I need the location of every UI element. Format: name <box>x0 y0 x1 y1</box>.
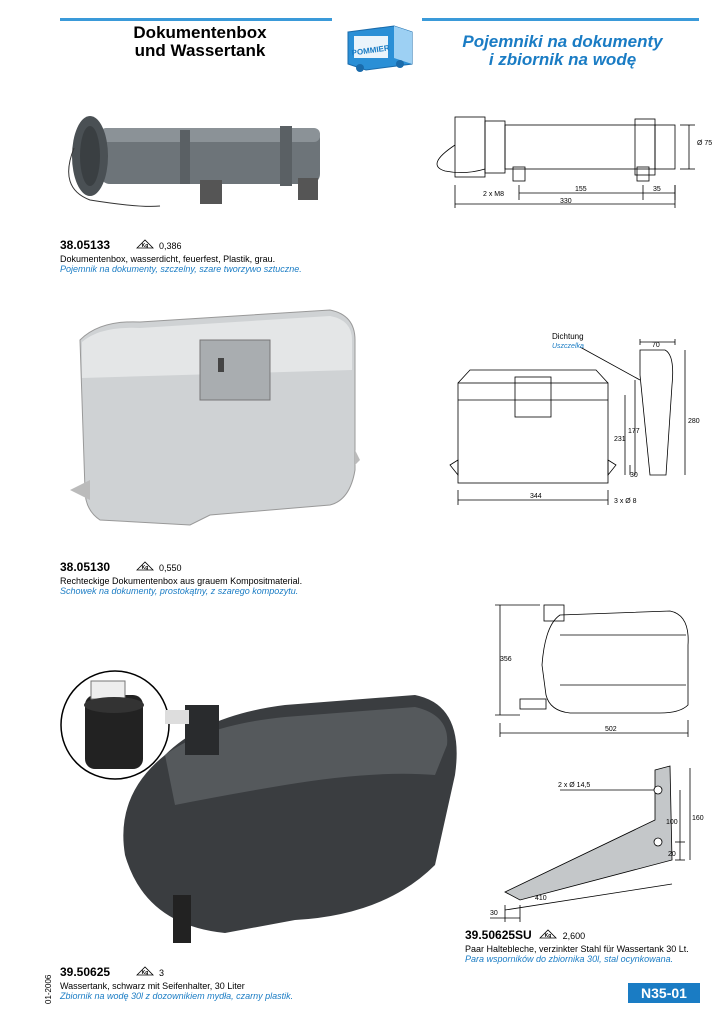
seal-label-pl: Uszczelka <box>552 343 584 350</box>
dim-410: 410 <box>535 895 547 902</box>
pommier-logo <box>344 22 416 74</box>
header-rule-left <box>60 18 332 21</box>
product-desc-pl: Para wsporników do zbiornika 30l, stal ocynkowana. <box>465 954 674 965</box>
product-desc-de: Rechteckige Dokumentenbox aus grauem Kompositmaterial. <box>60 576 303 587</box>
product-1-caption <box>60 236 360 274</box>
dim-330: 330 <box>560 198 572 205</box>
dim-502: 502 <box>605 726 617 733</box>
header-rule-right <box>422 18 699 21</box>
dim-100: 100 <box>666 819 678 826</box>
dim-344: 344 <box>530 493 542 500</box>
product-desc-de: Wassertank, schwarz mit Seifenhalter, 30 Liter <box>60 981 245 992</box>
product-desc-pl: Zbiornik na wodę 30l z dozownikiem mydła, czarny plastik. <box>60 991 294 1002</box>
product-2-caption <box>60 558 380 596</box>
dim-holes-14-5: 2 x Ø 14,5 <box>558 782 591 789</box>
product-code: 38.05133 <box>60 238 111 253</box>
product-desc-de: Dokumentenbox, wasserdicht, feuerfest, Plastik, grau. <box>60 254 276 265</box>
svg-text:POMMIER: POMMIER <box>351 43 391 58</box>
product-weight: 0,550 <box>158 563 182 574</box>
svg-text:Kg: Kg <box>544 933 552 939</box>
product-weight: 0,386 <box>158 241 182 252</box>
dim-m8: 2 x M8 <box>483 191 505 198</box>
weight-icon <box>135 558 155 576</box>
dim-20: 20 <box>668 851 676 858</box>
product-code: 38.05130 <box>60 560 111 575</box>
product-desc-pl: Pojemnik na dokumenty, szczelny, szare tworzywo sztuczne. <box>60 264 302 275</box>
water-tank-drawing <box>490 595 710 745</box>
product-desc-pl: Schowek na dokumenty, prostokątny, z szarego kompozytu. <box>60 586 299 597</box>
product-weight: 2,600 <box>562 931 586 942</box>
product-desc-de: Paar Haltebleche, verzinkter Stahl für Wassertank 30 Lt. <box>465 944 689 955</box>
dim-280: 280 <box>688 418 700 425</box>
dim-356: 356 <box>500 656 512 663</box>
dim-231: 231 <box>614 436 626 443</box>
title-de: Dokumentenbox und Wassertank <box>133 23 267 60</box>
dim-70: 70 <box>652 342 660 349</box>
dim-30: 30 <box>630 472 638 479</box>
weight-icon <box>135 963 155 981</box>
water-tank-photo <box>55 665 475 965</box>
dim-155: 155 <box>575 186 587 193</box>
dim-160: 160 <box>692 815 704 822</box>
dim-d75: Ø 75 <box>697 140 713 147</box>
product-code: 39.50625SU <box>465 928 532 943</box>
title-pl: Pojemniki na dokumenty i zbiornik na wodę <box>462 32 663 69</box>
product-4-caption <box>465 926 715 964</box>
dim-30: 30 <box>490 910 498 917</box>
document-tube-photo <box>60 108 330 218</box>
product-weight: 3 <box>158 968 164 979</box>
bracket-drawing <box>480 760 715 930</box>
product-3-caption <box>60 963 360 1001</box>
date-label: 01-2006 <box>44 974 53 1004</box>
product-code: 39.50625 <box>60 965 111 980</box>
document-box-photo <box>60 300 370 530</box>
page-number: N35-01 <box>628 983 700 1003</box>
document-tube-drawing <box>425 105 715 215</box>
seal-label-de: Dichtung <box>552 332 584 341</box>
document-box-drawing <box>440 325 720 515</box>
weight-icon <box>135 236 155 254</box>
weight-icon <box>538 926 558 944</box>
svg-text:Kg: Kg <box>141 970 148 976</box>
dim-holes-8: 3 x Ø 8 <box>614 498 637 505</box>
dim-35: 35 <box>653 186 661 193</box>
svg-text:Kg: Kg <box>141 243 148 249</box>
svg-text:Kg: Kg <box>141 565 148 571</box>
dim-177: 177 <box>628 428 640 435</box>
